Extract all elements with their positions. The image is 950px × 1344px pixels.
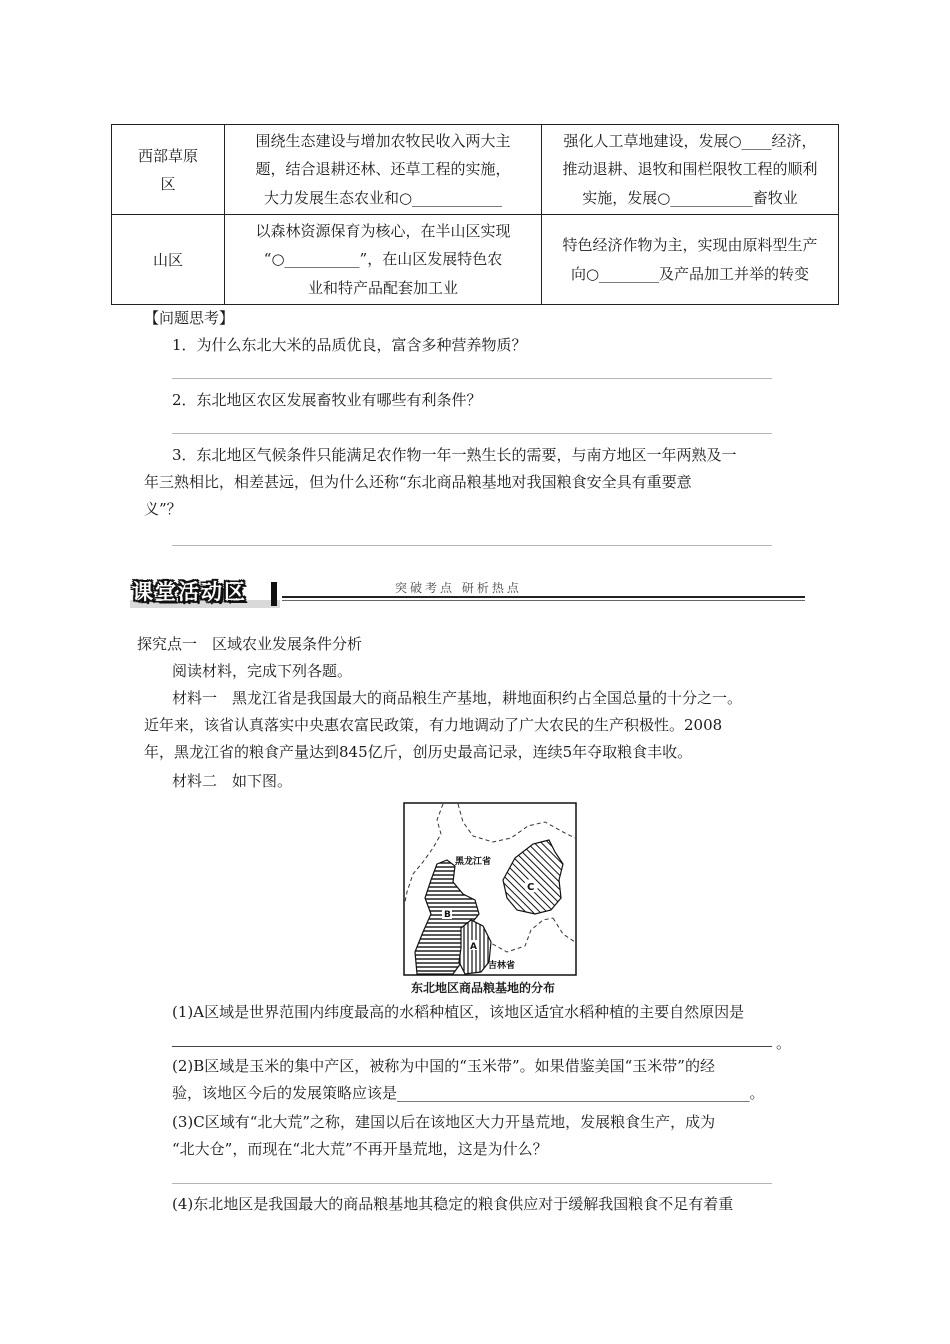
label-heilongjiang: 黑龙江省: [455, 857, 492, 867]
subquestion-3-line-1: (3)C区域有“北大荒”之称，建国以后在该地区大力开垦荒地，发展粮食生产，成为: [172, 1113, 716, 1131]
answer-line[interactable]: [172, 1046, 772, 1047]
label-jilin: 吉林省: [488, 961, 516, 971]
subquestion-1-end: 。: [776, 1034, 792, 1052]
measures-cell: 特色经济作物为主，实现由原料型生产 向○________及产品加工并举的转变: [542, 215, 839, 305]
question-3-line-1: 3．东北地区气候条件只能满足农作物一年一熟生长的需要，与南方地区一年两熟及一: [172, 446, 737, 464]
material-2: 材料二 如下图。: [172, 772, 293, 790]
question-2: 2．东北地区农区发展畜牧业有哪些有利条件？: [172, 391, 482, 409]
subquestion-3-line-2: “北大仓”，而现在“北大荒”不再开垦荒地，这是为什么？: [172, 1140, 548, 1158]
region-cell: 山区: [112, 215, 225, 305]
banner-divider: [271, 582, 277, 606]
banner-rule-thin: [282, 600, 805, 601]
answer-line[interactable]: [172, 545, 772, 546]
question-1: 1．为什么东北大米的品质优良，富含多种营养物质？: [172, 336, 527, 354]
question-3-line-3: 义”？: [144, 500, 182, 518]
region-table: [111, 124, 839, 305]
answer-line[interactable]: [172, 433, 772, 434]
material-1-line-2: 近年来，该省认真落实中央惠农富民政策，有力地调动了广大农民的生产积极性。2008: [144, 716, 723, 734]
grain-base-map: [403, 802, 577, 976]
questions-header: 【问题思考】: [144, 309, 235, 327]
region-cell: 西部草原 区: [112, 125, 225, 215]
explore-heading: 探究点一 区域农业发展条件分析: [137, 635, 363, 653]
answer-line[interactable]: [172, 1183, 772, 1184]
label-a: A: [470, 942, 477, 952]
section-banner-subtitle: 突破考点 研析热点: [395, 581, 522, 595]
direction-cell: 围绕生态建设与增加农牧民收入两大主 题，结合退耕还林、还草工程的实施， 大力发展生态农业和○____________: [225, 125, 542, 215]
table-row: [112, 215, 839, 305]
label-b: B: [444, 910, 451, 920]
map-svg: [403, 802, 577, 976]
subquestion-2-line-1: (2)B区域是玉米的集中产区，被称为中国的“玉米带”。如果借鉴美国“玉米带”的经: [172, 1057, 715, 1075]
subquestion-1: (1)A区域是世界范围内纬度最高的水稻种植区，该地区适宜水稻种植的主要自然原因是: [172, 1003, 745, 1021]
subquestion-2-line-2: 验，该地区今后的发展策略应该是_______________________________________________。: [172, 1084, 765, 1102]
explore-intro: 阅读材料，完成下列各题。: [172, 662, 353, 680]
question-3-line-2: 年三熟相比，相差甚远，但为什么还称“东北商品粮基地对我国粮食安全具有重要意: [144, 473, 692, 491]
map-caption: 东北地区商品粮基地的分布: [411, 981, 556, 995]
answer-line[interactable]: [172, 378, 772, 379]
table-row: [112, 125, 839, 215]
label-c: C: [527, 882, 535, 893]
section-banner-title: 课堂活动区: [132, 580, 247, 604]
subquestion-4: (4)东北地区是我国最大的商品粮基地其稳定的粮食供应对于缓解我国粮食不足有着重: [172, 1195, 734, 1213]
material-1-line-1: 材料一 黑龙江省是我国最大的商品粮生产基地，耕地面积约占全国总量的十分之一。: [172, 689, 743, 707]
measures-cell: 强化人工草地建设，发展○____经济， 推动退耕、退牧和围栏限牧工程的顺利 实施，发展○___________畜牧业: [542, 125, 839, 215]
direction-cell: 以森林资源保育为核心，在半山区实现 “○__________”，在山区发展特色农 业和特产品配套加工业: [225, 215, 542, 305]
banner-rule: [282, 596, 805, 598]
material-1-line-3: 年，黑龙江省的粮食产量达到845亿斤，创历史最高记录，连续5年夺取粮食丰收。: [144, 743, 693, 761]
